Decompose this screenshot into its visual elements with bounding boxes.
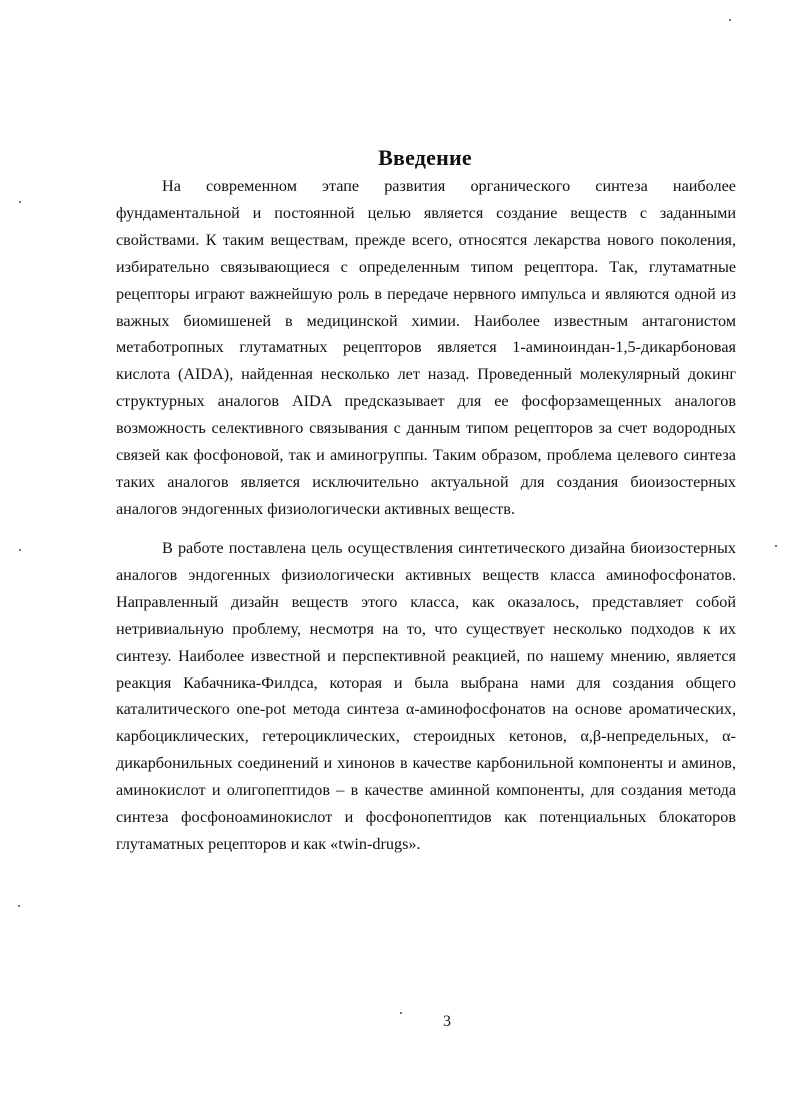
scan-speck <box>19 201 21 203</box>
scan-speck <box>19 549 21 551</box>
scan-speck <box>18 905 20 907</box>
page-title: Введение <box>378 144 472 170</box>
paragraph-goal: В работе поставлена цель осуществления синтетического дизайна биоизостерных аналогов эндогенных физиологически активных веществ класса аминофосфонатов. Направленный дизайн веществ этого класса, как оказалось, представляет собой нетривиальную проблему, несмотря на то, что существует несколько подходов к их синтезу. Наиболее известной и перспективной реакцией, по нашему мнению, является реакция Кабачника-Филдса, которая и была выбрана нами для создания общего каталитического one-pot метода синтеза α-аминофосфонатов на основе ароматических, карбоциклических, гетероциклических, стероидных кетонов, α,β-непредельных, α-дикарбонильных соединений и хинонов в качестве карбонильной компоненты и аминов, аминокислот и олигопептидов – в качестве аминной компоненты, для создания метода синтеза фосфоноаминокислот и фосфонопептидов как потенциальных блокаторов глутаматных рецепторов и как «twin-drugs». <box>116 539 736 853</box>
scan-speck <box>775 545 777 547</box>
page-number: 3 <box>443 1013 451 1030</box>
scan-speck <box>729 19 731 21</box>
paragraph-intro: На современном этапе развития органического синтеза наиболее фундаментальной и постоянной целью является создание веществ с заданными свойствами. К таким веществам, прежде всего, относятся лекарства нового поколения, избирательно связывающиеся с определенным типом рецептора. Так, глутаматные рецепторы играют важнейшую роль в передаче нервного импульса и являются одной из важных биомишеней в медицинской химии. Наиболее известным антагонистом метаботропных глутаматных рецепторов является 1-аминоиндан-1,5-дикарбоновая кислота (AIDA), найденная несколько лет назад. Проведенный молекулярный докинг структурных аналогов AIDA предсказывает для ее фосфорзамещенных аналогов возможность селективного связывания с данным типом рецепторов за счет водородных связей как фосфоновой, так и аминогруппы. Таким образом, проблема целевого синтеза таких аналогов является исключительно актуальной для создания биоизостерных аналогов эндогенных физиологически активных веществ. <box>116 177 736 518</box>
